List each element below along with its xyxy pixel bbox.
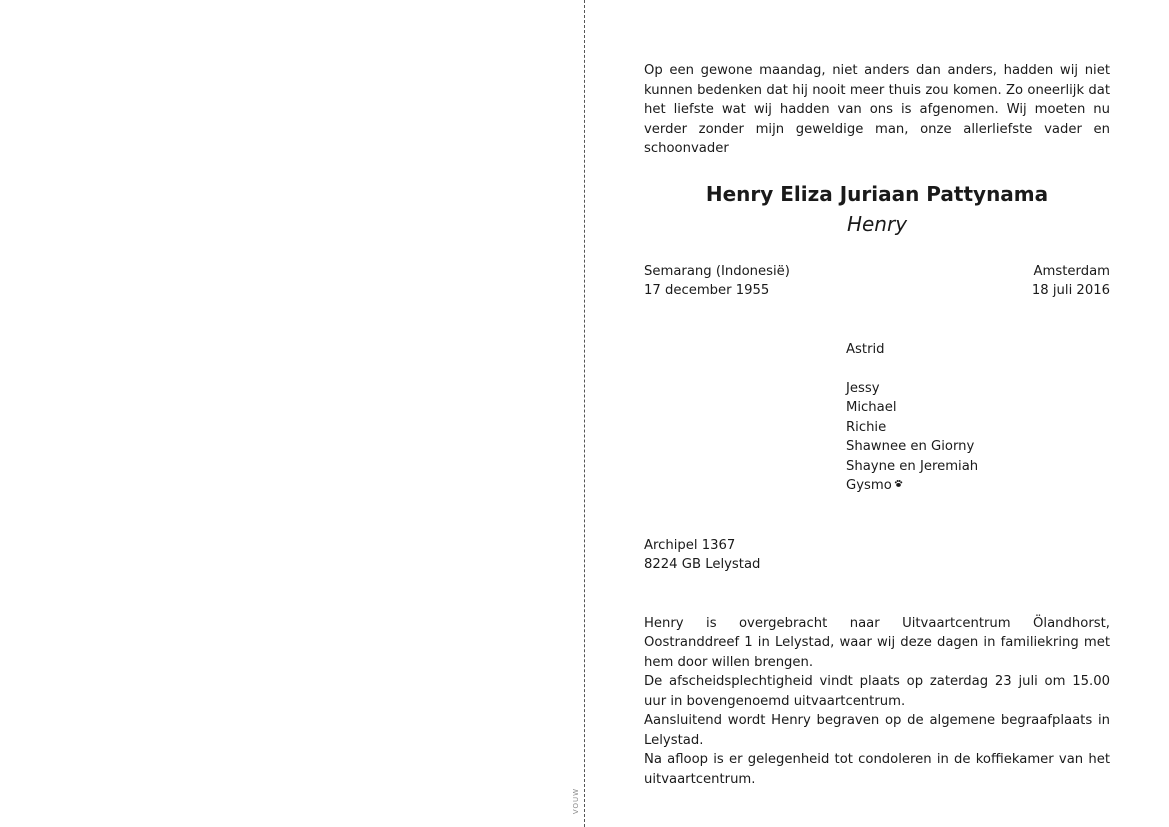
child-name: Richie bbox=[846, 419, 887, 435]
address-block bbox=[644, 536, 1110, 575]
pet-name: Gysmo bbox=[846, 478, 892, 493]
death-info bbox=[1032, 262, 1110, 301]
notice-paragraph: Aansluitend wordt Henry begraven op de algemene begraafplaats in Lelystad. bbox=[644, 713, 1110, 748]
child-name: Shawnee en Giorny bbox=[846, 439, 975, 454]
intro-text: Op een gewone maandag, niet anders dan anders, hadden wij niet kunnen bedenken dat hij nooit meer thuis zou komen. Zo oneerlijk dat het liefste wat wij hadden van ons is afgenomen. Wij moeten nu verder zonder mijn geweldige man, onze allerliefste vader en schoonvader bbox=[644, 63, 1110, 156]
birth-place: Semarang (Indonesië) bbox=[644, 263, 790, 279]
deceased-full-name: Henry Eliza Juriaan Pattynama bbox=[705, 181, 1049, 206]
fold-line bbox=[584, 0, 585, 827]
birth-date: 17 december 1955 bbox=[644, 283, 770, 298]
family-spacer bbox=[846, 359, 1110, 379]
spouse-name: Astrid bbox=[846, 341, 885, 357]
child-name: Shayne en Jeremiah bbox=[846, 458, 979, 474]
deceased-nickname: Henry bbox=[846, 211, 908, 236]
birth-death-row bbox=[644, 262, 1110, 301]
notice-paragraph: Henry is overgebracht naar Uitvaartcentrum Ölandhorst, Oostranddreef 1 in Lelystad, waar wij deze dagen in familiekring met hem door willen brengen. bbox=[644, 615, 1110, 670]
death-date: 18 juli 2016 bbox=[1031, 283, 1110, 298]
death-place: Amsterdam bbox=[1033, 263, 1110, 279]
birth-info bbox=[644, 262, 790, 301]
notice-paragraph: De afscheidsplechtigheid vindt plaats op zaterdag 23 juli om 15.00 uur in bovengenoemd uitvaartcentrum. bbox=[644, 674, 1110, 709]
address-city: 8224 GB Lelystad bbox=[644, 557, 761, 572]
funeral-notice bbox=[644, 614, 1110, 790]
family-list bbox=[846, 340, 1110, 497]
fold-label bbox=[569, 781, 583, 821]
name-block bbox=[644, 180, 1110, 240]
paw-icon bbox=[894, 477, 903, 497]
child-name: Michael bbox=[846, 400, 897, 415]
mourning-card bbox=[644, 61, 1110, 789]
notice-paragraph: Na afloop is er gelegenheid tot condoleren in de koffiekamer van het uitvaartcentrum. bbox=[644, 752, 1110, 787]
address-street: Archipel 1367 bbox=[644, 537, 736, 553]
fold-label-text: VOUW bbox=[572, 787, 581, 815]
child-name: Jessy bbox=[846, 380, 880, 396]
pet-row bbox=[846, 476, 1110, 497]
